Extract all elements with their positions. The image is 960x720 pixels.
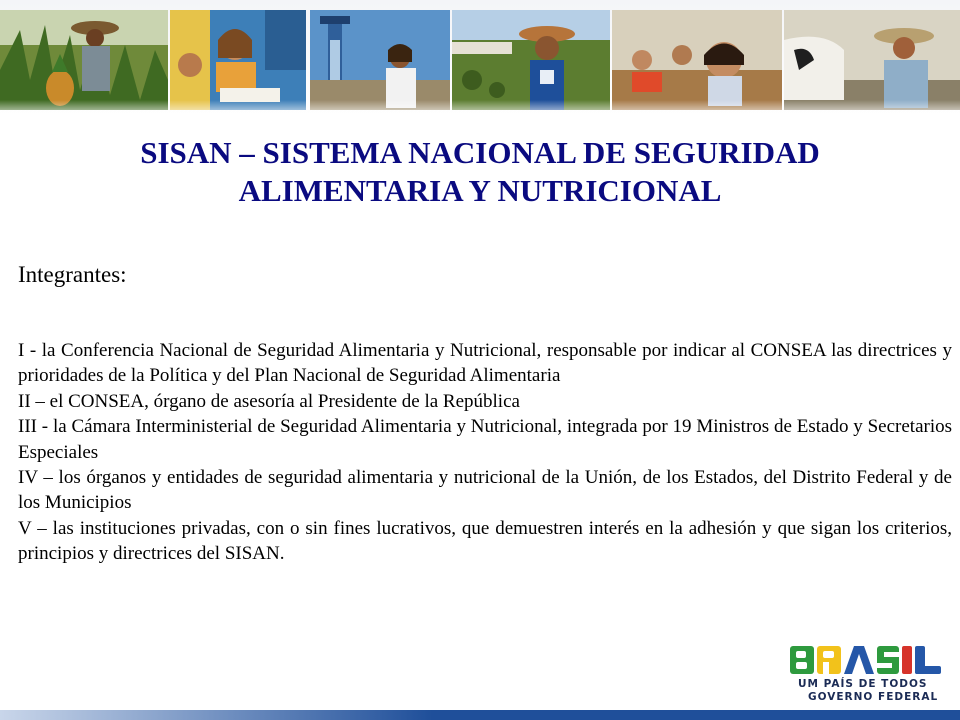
- woman-in-field-photo: [452, 10, 610, 110]
- logo-tagline: UM PAÍS DE TODOS: [798, 678, 928, 690]
- title-line-1: SISAN – SISTEMA NACIONAL DE SEGURIDAD: [140, 135, 820, 170]
- title-line-2: ALIMENTARIA Y NUTRICIONAL: [238, 173, 722, 208]
- schoolchildren-at-desks-photo: [612, 10, 782, 110]
- logo-government: GOVERNO FEDERAL: [808, 691, 939, 703]
- brasil-government-logo: [786, 642, 950, 704]
- photo-banner: [0, 0, 960, 120]
- banner-fade: [0, 100, 960, 120]
- farmer-with-pineapple-photo: [0, 10, 168, 110]
- farmer-milking-cow-photo: [784, 10, 960, 110]
- members-list: [18, 338, 952, 567]
- list-item: III - la Cámara Interministerial de Seguridad Alimentaria y Nutricional, integrada por 19 Ministros de Estado y Secretarios Especiales: [18, 416, 952, 463]
- page-title: [40, 134, 920, 210]
- woman-at-water-pump-photo: [310, 10, 450, 110]
- list-item: IV – los órganos y entidades de seguridad alimentaria y nutricional de la Unión, de los Estados, del Distrito Federal y de los Municipios: [18, 467, 952, 514]
- brasil-wordmark: [786, 642, 950, 678]
- section-subtitle: Integrantes:: [18, 262, 127, 287]
- children-reading-photo: [170, 10, 306, 110]
- list-item: II – el CONSEA, órgano de asesoría al Presidente de la República: [18, 390, 520, 412]
- list-item: V – las instituciones privadas, con o sin fines lucrativos, que demuestren interés en la adhesión y que sigan los criterios, principios y directrices del SISAN.: [18, 517, 952, 565]
- bottom-bar: [0, 710, 960, 720]
- list-item: I - la Conferencia Nacional de Seguridad Alimentaria y Nutricional, responsable por indicar al CONSEA las directrices y prioridades de la Política y del Plan Nacional de Seguridad Alimentaria: [18, 340, 952, 387]
